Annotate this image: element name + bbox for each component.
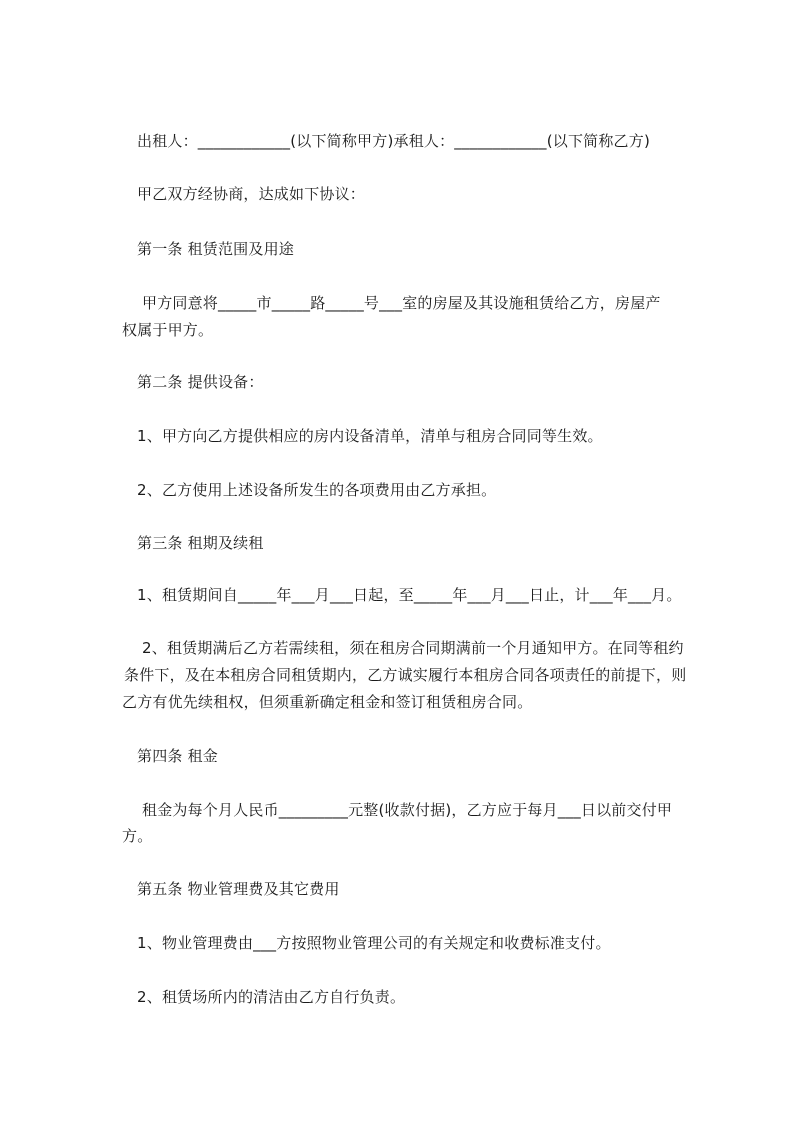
article-1-text-line-1: 甲方同意将_____市_____路_____号___室的房屋及其设施租赁给乙方，房屋产 — [142, 294, 661, 312]
article-1-heading: 第一条 租赁范围及用途 — [137, 240, 294, 258]
article-3-item-2-line-1: 2、租赁期满后乙方若需续租，须在租房合同期满前一个月通知甲方。在同等租约 — [142, 639, 684, 657]
article-3-heading: 第三条 租期及续租 — [137, 534, 264, 552]
article-4-text-line-2: 方。 — [122, 827, 153, 845]
article-5-item-1: 1、物业管理费由___方按照物业管理公司的有关规定和收费标准支付。 — [137, 934, 611, 952]
article-5-heading: 第五条 物业管理费及其它费用 — [137, 880, 340, 898]
parties-line: 出租人：____________(以下简称甲方)承租人：____________(以下简称乙方) — [137, 132, 651, 150]
intro-line: 甲乙双方经协商，达成如下协议： — [137, 185, 366, 203]
article-2-item-1: 1、甲方向乙方提供相应的房内设备清单，清单与租房合同同等生效。 — [137, 427, 603, 445]
article-3-item-2-line-2: 条件下，及在本租房合同租赁期内，乙方诚实履行本租房合同各项责任的前提下，则 — [124, 666, 687, 684]
article-3-item-2-line-3: 乙方有优先续租权，但须重新确定租金和签订租赁租房合同。 — [122, 693, 533, 711]
article-2-heading: 第二条 提供设备： — [137, 373, 264, 391]
article-3-item-1: 1、租赁期间自_____年___月___日起，至_____年___月___日止，计___年___月。 — [137, 586, 682, 604]
article-2-item-2: 2、乙方使用上述设备所发生的各项费用由乙方承担。 — [137, 481, 497, 499]
article-4-text-line-1: 租金为每个月人民币_________元整(收款付据)，乙方应于每月___日以前交付甲 — [142, 801, 673, 819]
article-1-text-line-2: 权属于甲方。 — [122, 321, 214, 339]
article-4-heading: 第四条 租金 — [137, 747, 218, 765]
article-5-item-2: 2、租赁场所内的清洁由乙方自行负责。 — [137, 988, 406, 1006]
